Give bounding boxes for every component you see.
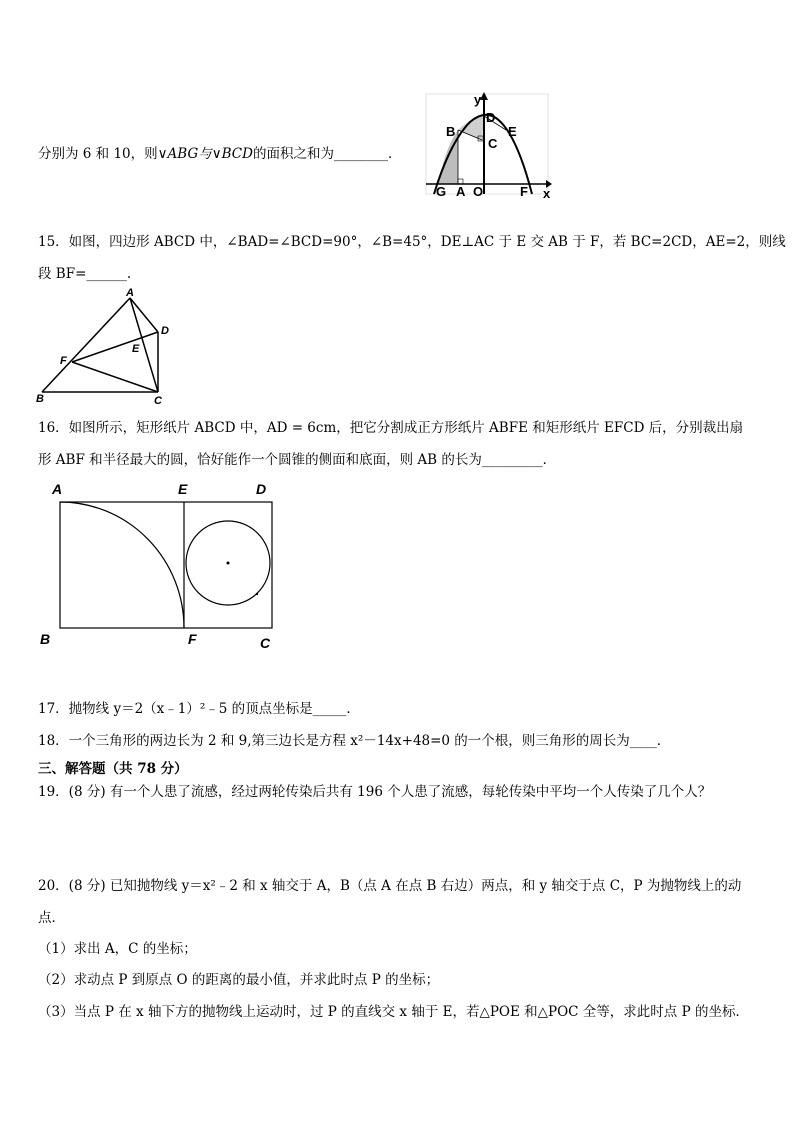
sector-arc-abf — [60, 502, 184, 628]
segment-fc — [72, 362, 158, 392]
q20-part2: （2）求动点 P 到原点 O 的距离的最小值，并求此时点 P 的坐标； — [38, 972, 440, 988]
q18-text: 18．一个三角形的两边长为 2 和 9,第三边长是方程 x²－14x+48=0 的一个根，则三角形的周长为____． — [38, 733, 671, 749]
q20-line1: 20．(8 分) 已知抛物线 y＝x²﹣2 和 x 轴交于 A，B（点 A 在点 B 右边）两点，和 y 轴交于点 C，P 为抛物线上的动 — [38, 878, 742, 894]
label-d: D — [161, 325, 169, 337]
q14-parabola-figure — [420, 88, 552, 200]
q20-part3: （3）当点 P 在 x 轴下方的抛物线上运动时，过 P 的直线交 x 轴于 E，若△POE 和△POC 全等，求此时点 P 的坐标． — [38, 1004, 749, 1020]
label-y: y — [474, 92, 482, 107]
rectangle-abcd — [60, 502, 272, 628]
q14-math: ∨ABG与∨BCD — [157, 146, 253, 162]
label-o: O — [473, 184, 484, 199]
q20-line2: 点． — [38, 910, 65, 926]
circle-point — [256, 593, 258, 595]
circle-center-dot — [227, 562, 230, 565]
q19-text: 19．(8 分) 有一个人患了流感，经过两轮传染后共有 196 个人患了流感，每轮传染中平均一个人传染了几个人？ — [38, 784, 712, 800]
q14-text — [38, 142, 401, 162]
label-a: A — [126, 287, 134, 299]
label-f: F — [60, 355, 67, 367]
label-c: C — [260, 635, 271, 651]
label-e: E — [132, 343, 140, 355]
q15-line1: 15．如图，四边形 ABCD 中，∠BAD=∠BCD=90°，∠B=45°，DE⊥AC 于 E 交 AB 于 F，若 BC=2CD，AE=2，则线 — [38, 234, 786, 250]
q14-suffix: 的面积之和为________． — [252, 146, 402, 162]
label-c: C — [154, 395, 162, 406]
label-d: D — [256, 481, 267, 497]
q20-part1: （1）求出 A，C 的坐标； — [38, 941, 197, 957]
label-f: F — [520, 184, 528, 199]
label-e: E — [508, 124, 517, 139]
label-c: C — [488, 136, 498, 151]
q16-rectangle-figure — [36, 476, 286, 656]
q15-quadrilateral-figure — [34, 284, 184, 406]
segment-da — [130, 298, 158, 332]
label-a: A — [52, 481, 63, 497]
q15-line2: 段 BF=______. — [38, 266, 132, 282]
q17-text: 17．抛物线 y＝2（x﹣1）²﹣5 的顶点坐标是_____． — [38, 701, 360, 717]
label-b: B — [446, 124, 456, 139]
label-g: G — [436, 184, 447, 199]
section-title: 三、解答题（共 78 分） — [38, 761, 188, 777]
shaded-region-bcd — [458, 116, 484, 140]
label-d: D — [486, 110, 496, 125]
label-b: B — [36, 393, 44, 405]
label-b: B — [40, 631, 51, 647]
q16-line2: 形 ABF 和半径最大的圆，恰好能作一个圆锥的侧面和底面，则 AB 的长为_________． — [38, 452, 557, 468]
q14-prefix: 分别为 6 和 10，则 — [38, 146, 158, 162]
label-x: x — [543, 186, 551, 200]
q16-line1: 16．如图所示，矩形纸片 ABCD 中，AD = 6cm，把它分割成正方形纸片 ABFE 和矩形纸片 EFCD 后，分别裁出扇 — [38, 420, 744, 436]
label-a: A — [456, 184, 466, 199]
label-f: F — [188, 631, 197, 647]
label-e: E — [178, 481, 188, 497]
